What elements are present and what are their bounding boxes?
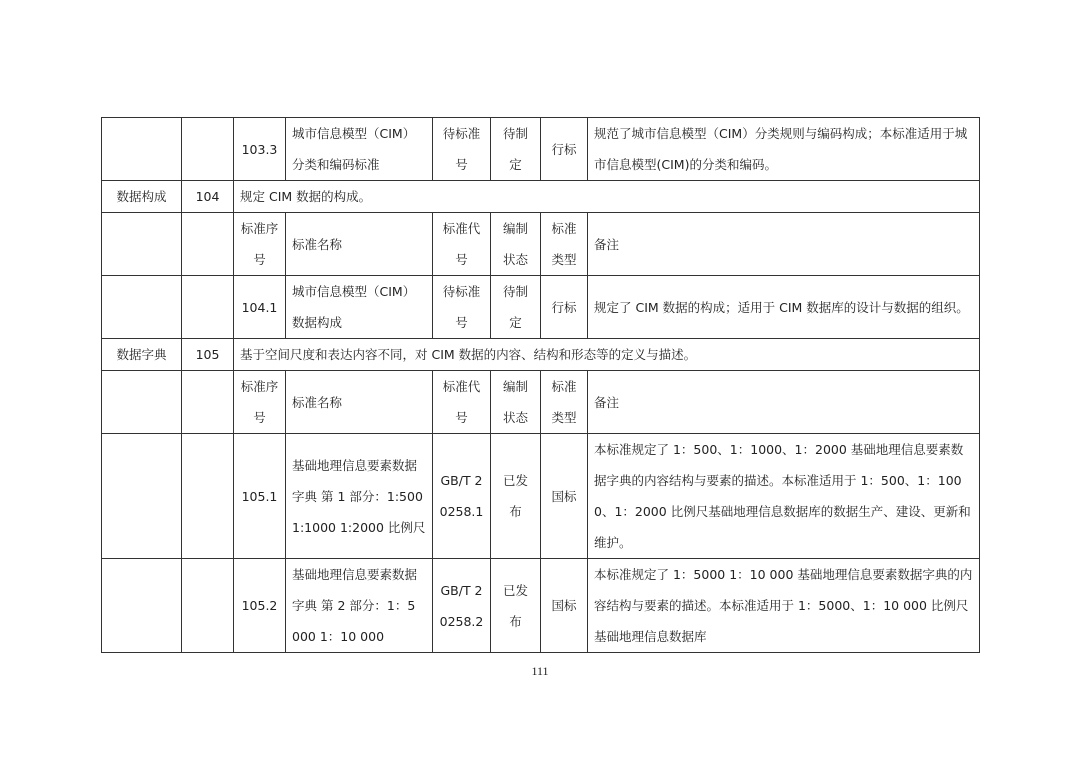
header-type: 标准类型	[541, 213, 588, 276]
empty-cell	[182, 118, 234, 181]
empty-cell	[182, 559, 234, 653]
page-number: 111	[531, 664, 549, 678]
section-row	[102, 181, 980, 213]
table-row	[102, 434, 980, 559]
standard-code: 104.1	[234, 276, 286, 339]
section-title: 数据字典	[102, 339, 182, 371]
empty-cell	[182, 371, 234, 434]
header-name: 标准名称	[286, 213, 433, 276]
empty-cell	[182, 434, 234, 559]
header-name: 标准名称	[286, 371, 433, 434]
section-row	[102, 339, 980, 371]
empty-cell	[102, 371, 182, 434]
header-row	[102, 371, 980, 434]
section-description: 基于空间尺度和表达内容不同，对 CIM 数据的内容、结构和形态等的定义与描述。	[234, 339, 980, 371]
standard-status: 已发布	[491, 559, 541, 653]
empty-cell	[102, 213, 182, 276]
header-remark: 备注	[588, 213, 980, 276]
empty-cell	[102, 434, 182, 559]
header-row	[102, 213, 980, 276]
standard-type: 国标	[541, 559, 588, 653]
header-seq: 标准序号	[234, 371, 286, 434]
section-code: 104	[182, 181, 234, 213]
standard-status: 待制定	[491, 118, 541, 181]
standard-code: 105.2	[234, 559, 286, 653]
standard-name: 基础地理信息要素数据字典 第 2 部分：1：5 000 1：10 000	[286, 559, 433, 653]
table-row	[102, 559, 980, 653]
empty-cell	[102, 276, 182, 339]
standard-type: 行标	[541, 118, 588, 181]
standard-number: 待标准号	[433, 118, 491, 181]
standards-table	[101, 117, 980, 653]
header-std-code: 标准代号	[433, 213, 491, 276]
header-std-code: 标准代号	[433, 371, 491, 434]
header-status: 编制状态	[491, 213, 541, 276]
section-description: 规定 CIM 数据的构成。	[234, 181, 980, 213]
standard-status: 已发布	[491, 434, 541, 559]
header-status: 编制状态	[491, 371, 541, 434]
standard-name: 城市信息模型（CIM）分类和编码标准	[286, 118, 433, 181]
standard-remark: 本标准规定了 1：5000 1：10 000 基础地理信息要素数据字典的内容结构与要素的描述。本标准适用于 1：5000、1：10 000 比例尺基础地理信息数据库	[588, 559, 980, 653]
standard-code: 103.3	[234, 118, 286, 181]
standard-remark: 规范了城市信息模型（CIM）分类规则与编码构成；本标准适用于城市信息模型(CIM)的分类和编码。	[588, 118, 980, 181]
standard-number: GB/T 20258.1	[433, 434, 491, 559]
header-seq: 标准序号	[234, 213, 286, 276]
standard-type: 国标	[541, 434, 588, 559]
standard-name: 基础地理信息要素数据字典 第 1 部分：1:500 1:1000 1:2000 比例尺	[286, 434, 433, 559]
standard-code: 105.1	[234, 434, 286, 559]
standard-number: 待标准号	[433, 276, 491, 339]
standard-number: GB/T 20258.2	[433, 559, 491, 653]
header-remark: 备注	[588, 371, 980, 434]
table-row	[102, 276, 980, 339]
empty-cell	[102, 118, 182, 181]
empty-cell	[182, 276, 234, 339]
section-code: 105	[182, 339, 234, 371]
standard-remark: 规定了 CIM 数据的构成；适用于 CIM 数据库的设计与数据的组织。	[588, 276, 980, 339]
empty-cell	[182, 213, 234, 276]
section-title: 数据构成	[102, 181, 182, 213]
empty-cell	[102, 559, 182, 653]
standard-status: 待制定	[491, 276, 541, 339]
header-type: 标准类型	[541, 371, 588, 434]
table-row	[102, 118, 980, 181]
standard-remark: 本标准规定了 1：500、1：1000、1：2000 基础地理信息要素数据字典的内容结构与要素的描述。本标准适用于 1：500、1：1000、1：2000 比例尺基础地理信息数据库的数据生产、建设、更新和维护。	[588, 434, 980, 559]
standard-type: 行标	[541, 276, 588, 339]
standard-name: 城市信息模型（CIM）数据构成	[286, 276, 433, 339]
